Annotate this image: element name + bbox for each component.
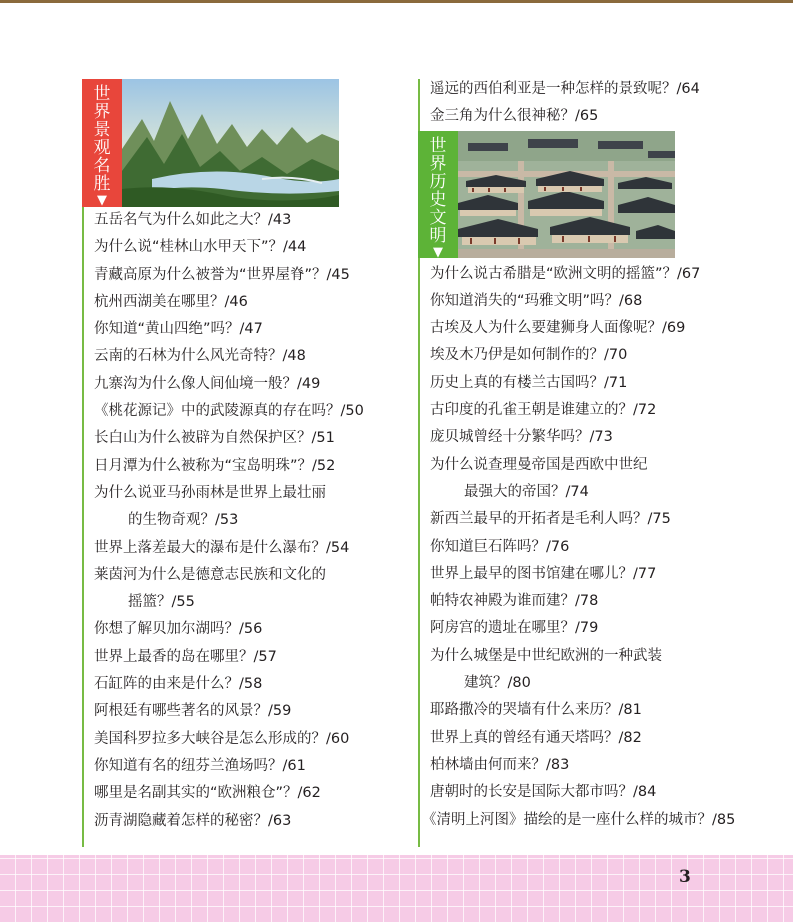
toc-entry[interactable]: 阿根廷有哪些著名的风景？/59 xyxy=(94,703,292,720)
toc-column-left xyxy=(82,79,384,847)
toc-entry[interactable]: 耶路撒冷的哭墙有什么来历？/81 xyxy=(430,702,642,719)
top-rule xyxy=(0,0,793,3)
toc-entry[interactable]: 为什么城堡是中世纪欧洲的一种武装 xyxy=(430,647,662,664)
toc-entry[interactable]: 金三角为什么很神秘？/65 xyxy=(430,108,599,125)
toc-entry[interactable]: 你知道巨石阵吗？/76 xyxy=(430,538,570,555)
section-title-char: 界 xyxy=(429,153,447,174)
toc-entry[interactable]: 长白山为什么被辟为自然保护区？/51 xyxy=(94,430,335,447)
toc-list-landscape xyxy=(84,207,384,835)
section-title-char: 胜 xyxy=(93,174,111,194)
toc-list-landscape-continued xyxy=(420,76,750,131)
section-tag-history xyxy=(418,131,458,258)
toc-entry[interactable]: 五岳名气为什么如此之大？/43 xyxy=(94,212,292,228)
section-title-char: 世 xyxy=(429,135,447,156)
toc-entry[interactable]: 为什么说古希腊是“欧洲文明的摇篮”？/67 xyxy=(430,265,701,282)
toc-entry[interactable]: 青藏高原为什么被誉为“世界屋脊”？/45 xyxy=(94,266,350,283)
toc-entry[interactable]: 帕特农神殿为谁而建？/78 xyxy=(430,593,599,610)
arrow-down-icon: ▼ xyxy=(97,193,107,208)
section-title-char: 景 xyxy=(93,120,111,140)
toc-entry-continuation[interactable]: 建筑？/80 xyxy=(464,675,531,692)
section-title-char: 界 xyxy=(93,102,111,122)
toc-entry[interactable]: 阿房宫的遗址在哪里？/79 xyxy=(430,620,599,637)
toc-entry[interactable]: 石缸阵的由来是什么？/58 xyxy=(94,676,263,693)
toc-entry[interactable]: 唐朝时的长安是国际大都市吗？/84 xyxy=(430,784,657,801)
toc-entry[interactable]: 遥远的西伯利亚是一种怎样的景致呢？/64 xyxy=(430,81,700,97)
arrow-down-icon: ▼ xyxy=(433,244,443,260)
toc-entry[interactable]: 世界上最早的图书馆建在哪儿？/77 xyxy=(430,565,657,582)
section-title-char: 历 xyxy=(429,171,447,192)
toc-entry[interactable]: 杭州西湖美在哪里？/46 xyxy=(94,293,248,310)
toc-entry[interactable]: 你知道“黄山四绝”吗？/47 xyxy=(94,321,263,338)
toc-column-right xyxy=(418,79,750,847)
toc-entry[interactable]: 世界上真的曾经有通天塔吗？/82 xyxy=(430,729,642,746)
footer-grid-band xyxy=(0,855,793,922)
toc-list-history xyxy=(420,261,750,834)
toc-entry[interactable]: 为什么说“桂林山水甲天下”？/44 xyxy=(94,239,307,256)
section-title-char: 名 xyxy=(93,156,111,176)
toc-entry[interactable]: 九寨沟为什么像人间仙境一般？/49 xyxy=(94,375,321,392)
toc-entry[interactable]: 你知道消失的“玛雅文明”吗？/68 xyxy=(430,292,643,309)
toc-entry[interactable]: 沥青湖隐藏着怎样的秘密？/63 xyxy=(94,812,292,829)
toc-entry[interactable]: 哪里是名副其实的“欧洲粮仓”？/62 xyxy=(94,785,321,802)
section-title-char: 明 xyxy=(429,225,447,246)
toc-entry[interactable]: 庞贝城曾经十分繁华吗？/73 xyxy=(430,429,613,446)
section-tag-landscape xyxy=(82,79,122,207)
toc-entry-continuation[interactable]: 的生物奇观？/53 xyxy=(128,512,239,529)
history-photo xyxy=(458,131,675,259)
toc-entry[interactable]: 《桃花源记》中的武陵源真的存在吗？/50 xyxy=(94,403,364,420)
landscape-photo xyxy=(122,79,339,207)
section-title-char: 世 xyxy=(93,84,111,104)
toc-entry[interactable]: 美国科罗拉多大峡谷是怎么形成的？/60 xyxy=(94,730,350,747)
toc-entry[interactable]: 云南的石林为什么风光奇特？/48 xyxy=(94,348,306,365)
page-number: 3 xyxy=(679,867,691,887)
toc-entry[interactable]: 古印度的孔雀王朝是谁建立的？/72 xyxy=(430,402,657,419)
toc-entry[interactable]: 为什么说查理曼帝国是西欧中世纪 xyxy=(430,456,648,473)
toc-entry-continuation[interactable]: 最强大的帝国？/74 xyxy=(464,483,589,500)
toc-entry[interactable]: 世界上落差最大的瀑布是什么瀑布？/54 xyxy=(94,539,350,556)
section-header-landscape xyxy=(82,79,384,207)
section-header-history xyxy=(418,131,750,258)
toc-entry-continuation[interactable]: 摇篮？/55 xyxy=(128,594,195,611)
toc-entry[interactable]: 古埃及人为什么要建狮身人面像呢？/69 xyxy=(430,320,686,337)
toc-entry[interactable]: 《清明上河图》描绘的是一座什么样的城市？/85 xyxy=(422,811,736,828)
toc-entry[interactable]: 你想了解贝加尔湖吗？/56 xyxy=(94,621,263,638)
toc-entry[interactable]: 埃及木乃伊是如何制作的？/70 xyxy=(430,347,628,364)
toc-entry[interactable]: 柏林墙由何而来？/83 xyxy=(430,756,570,773)
section-title-char: 史 xyxy=(429,189,447,210)
toc-entry[interactable]: 新西兰最早的开拓者是毛利人吗？/75 xyxy=(430,511,671,528)
toc-entry[interactable]: 世界上最香的岛在哪里？/57 xyxy=(94,648,277,665)
toc-entry[interactable]: 莱茵河为什么是德意志民族和文化的 xyxy=(94,566,326,583)
toc-entry[interactable]: 日月潭为什么被称为“宝岛明珠”？/52 xyxy=(94,457,336,474)
section-title-char: 观 xyxy=(93,138,111,158)
toc-entry[interactable]: 历史上真的有楼兰古国吗？/71 xyxy=(430,374,628,391)
section-title-char: 文 xyxy=(429,207,447,228)
toc-entry[interactable]: 为什么说亚马孙雨林是世界上最壮丽 xyxy=(94,484,326,501)
toc-entry[interactable]: 你知道有名的纽芬兰渔场吗？/61 xyxy=(94,757,306,774)
